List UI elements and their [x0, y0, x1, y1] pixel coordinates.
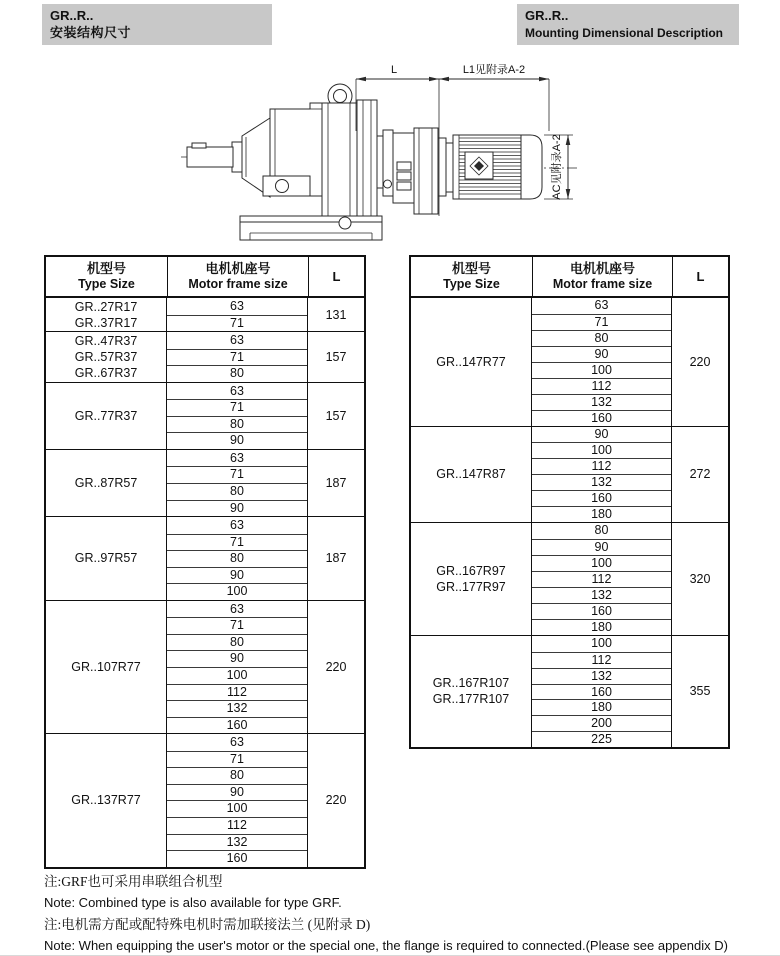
type-size: GR..77R37 — [74, 408, 138, 423]
frame-size-row: 71 — [532, 314, 671, 330]
note-en-1: Note: Combined type is also available for type GRF. — [44, 895, 342, 910]
col-header-l: L — [672, 257, 728, 296]
frame-size-row: 112 — [167, 817, 307, 834]
frame-size-row: 160 — [532, 603, 671, 619]
frame-size-cell — [532, 523, 672, 635]
frame-size-row: 90 — [167, 650, 307, 667]
frame-size-row: 160 — [167, 850, 307, 867]
dimension-table-right — [409, 255, 730, 749]
footnotes — [44, 871, 756, 956]
l-value-cell: 220 — [689, 354, 711, 369]
table-row-group — [46, 516, 364, 600]
type-size: GR..37R17 — [74, 315, 138, 330]
type-size-cell — [46, 332, 167, 382]
note-zh-2: 注:电机需方配或配特殊电机时需加联接法兰 (见附录 D) — [44, 917, 371, 932]
frame-size-row: 100 — [591, 635, 612, 650]
frame-size-row: 100 — [167, 667, 307, 684]
frame-size-row: 180 — [532, 619, 671, 635]
shaft-key — [192, 143, 206, 148]
l-value-cell: 355 — [689, 684, 711, 699]
l-value-cell: 157 — [325, 349, 347, 364]
frame-size-row: 80 — [532, 330, 671, 346]
dim-label-ac: AC见附录A-2 — [551, 134, 563, 200]
type-size: GR..97R57 — [74, 551, 138, 566]
frame-size-cell — [167, 517, 308, 600]
col-header-frame: 电机机座号 Motor frame size — [167, 257, 308, 296]
frame-size-row: 80 — [167, 634, 307, 651]
l-value-cell: 131 — [325, 307, 347, 322]
l-value-cell: 187 — [325, 476, 347, 491]
frame-size-row: 80 — [167, 365, 307, 382]
type-size: GR..27R17 — [74, 299, 138, 314]
type-size-cell — [46, 734, 167, 866]
frame-size-cell — [532, 636, 672, 748]
frame-size-row: 112 — [532, 652, 671, 668]
type-size: GR..167R107 — [432, 676, 510, 691]
note-zh-1: 注:GRF也可采用串联组合机型 — [44, 874, 223, 889]
frame-size-row: 80 — [594, 523, 609, 538]
type-size-cell — [46, 450, 167, 516]
frame-size-row: 90 — [532, 346, 671, 362]
dim-label-l1: L1见附录A-2 — [462, 64, 526, 76]
fan-cover — [521, 135, 542, 199]
frame-size-row: 63 — [230, 333, 244, 348]
frame-size-cell — [167, 298, 308, 331]
type-size: GR..147R87 — [436, 467, 506, 482]
type-size: GR..177R107 — [432, 692, 510, 707]
type-size-cell — [411, 427, 532, 523]
frame-size-row: 63 — [594, 298, 609, 312]
table-row-group — [411, 522, 728, 635]
electric-motor — [453, 135, 542, 199]
frame-size-row: 90 — [167, 432, 307, 449]
frame-size-cell — [532, 427, 672, 523]
type-size-cell — [411, 636, 532, 748]
frame-size-row: 132 — [532, 668, 671, 684]
frame-size-row: 71 — [167, 315, 307, 332]
frame-size-row: 160 — [167, 717, 307, 734]
frame-size-row: 180 — [532, 506, 671, 522]
type-size: GR..107R77 — [71, 660, 141, 675]
frame-size-row: 132 — [167, 700, 307, 717]
type-size: GR..47R37 — [74, 333, 138, 348]
dimension-table-left — [44, 255, 366, 869]
frame-size-cell — [167, 383, 308, 449]
type-size-cell — [46, 601, 167, 733]
gear-reducer-body — [187, 100, 382, 240]
dim-label-l: L — [390, 64, 398, 76]
table-row-group — [411, 635, 728, 748]
table-row-group — [46, 382, 364, 449]
frame-size-row: 132 — [532, 587, 671, 603]
type-size: GR..67R37 — [74, 365, 138, 380]
frame-size-row: 71 — [167, 349, 307, 366]
l-value-cell: 157 — [325, 408, 347, 423]
frame-size-row: 112 — [532, 378, 671, 394]
frame-size-row: 71 — [167, 617, 307, 634]
oil-plug — [276, 180, 289, 193]
frame-size-row: 132 — [532, 394, 671, 410]
model-code-left: GR..R.. — [50, 8, 94, 23]
table-row-group — [46, 733, 364, 866]
frame-size-row: 160 — [532, 410, 671, 426]
table-header — [46, 257, 364, 298]
type-size: GR..137R77 — [71, 793, 141, 808]
frame-size-row: 180 — [532, 699, 671, 715]
table-body — [411, 298, 728, 747]
frame-size-row: 90 — [594, 426, 609, 441]
frame-size-row: 112 — [167, 684, 307, 701]
col-header-frame: 电机机座号 Motor frame size — [532, 257, 672, 296]
frame-size-row: 100 — [532, 442, 671, 458]
main-housing — [322, 103, 357, 216]
l-value-cell: 187 — [325, 551, 347, 566]
frame-size-row: 90 — [167, 784, 307, 801]
frame-size-row: 132 — [167, 834, 307, 851]
frame-size-row: 112 — [532, 458, 671, 474]
title-chinese: 安装结构尺寸 — [50, 25, 132, 40]
frame-size-row: 63 — [230, 601, 244, 616]
rear-plate — [357, 100, 377, 233]
l-value-cell: 220 — [325, 660, 347, 675]
l-value-cell: 272 — [689, 467, 711, 482]
frame-size-row: 71 — [167, 534, 307, 551]
frame-size-row: 80 — [167, 416, 307, 433]
coupling-flange — [414, 128, 438, 214]
frame-size-cell — [532, 298, 672, 426]
frame-size-row: 63 — [230, 450, 244, 465]
frame-size-row: 100 — [532, 362, 671, 378]
frame-size-row: 71 — [167, 751, 307, 768]
type-size-cell — [46, 517, 167, 600]
frame-size-row: 80 — [167, 767, 307, 784]
l-value-cell: 220 — [325, 793, 347, 808]
table-row-group — [46, 331, 364, 382]
type-size-cell — [411, 298, 532, 426]
header-bar-left — [42, 4, 272, 45]
frame-size-row: 225 — [532, 731, 671, 747]
frame-size-row: 100 — [167, 800, 307, 817]
frame-size-row: 112 — [532, 571, 671, 587]
frame-size-cell — [167, 734, 308, 866]
frame-size-row: 63 — [230, 383, 244, 398]
frame-size-row: 80 — [167, 483, 307, 500]
table-header — [411, 257, 728, 298]
frame-size-row: 90 — [532, 539, 671, 555]
frame-size-row: 63 — [230, 735, 244, 750]
type-size-cell — [46, 298, 167, 331]
frame-size-row: 71 — [167, 399, 307, 416]
col-header-l: L — [308, 257, 364, 296]
table-row-group — [46, 449, 364, 516]
type-size-cell — [46, 383, 167, 449]
type-size: GR..57R37 — [74, 349, 138, 364]
model-code-right: GR..R.. — [525, 8, 569, 23]
table-row-group — [46, 298, 364, 331]
frame-size-row: 160 — [532, 684, 671, 700]
frame-size-cell — [167, 450, 308, 516]
frame-size-row: 63 — [230, 518, 244, 533]
type-size: GR..167R97 — [436, 563, 506, 578]
frame-size-row: 200 — [532, 715, 671, 731]
adapter-stage — [377, 128, 453, 214]
table-row-group — [411, 426, 728, 523]
frame-size-row: 160 — [532, 490, 671, 506]
type-size-cell — [411, 523, 532, 635]
mounting-base — [240, 216, 382, 240]
frame-size-row: 100 — [532, 555, 671, 571]
col-header-type: 机型号 Type Size — [78, 261, 135, 291]
type-size: GR..177R97 — [436, 579, 506, 594]
base-hole — [339, 217, 351, 229]
l-value-cell: 320 — [689, 571, 711, 586]
frame-size-cell — [167, 601, 308, 733]
note-en-2: Note: When equipping the user's motor or the special one, the flange is required to connected.(Please see appendix D) — [44, 938, 728, 953]
type-size: GR..87R57 — [74, 476, 138, 491]
table-body — [46, 298, 364, 867]
table-row-group — [411, 298, 728, 426]
title-english: Mounting Dimensional Description — [525, 26, 724, 40]
frame-size-cell — [167, 332, 308, 382]
frame-size-row: 71 — [167, 466, 307, 483]
technical-drawing — [165, 56, 595, 246]
type-size: GR..147R77 — [436, 354, 506, 369]
frame-size-row: 63 — [230, 299, 244, 313]
frame-size-row: 100 — [167, 583, 307, 600]
frame-size-row: 132 — [532, 474, 671, 490]
output-shaft — [187, 147, 233, 167]
frame-size-row: 90 — [167, 500, 307, 517]
table-row-group — [46, 600, 364, 733]
col-header-type: 机型号 Type Size — [443, 261, 500, 291]
frame-size-row: 80 — [167, 550, 307, 567]
header-bar-right — [517, 4, 739, 45]
dimension-ac — [544, 134, 573, 199]
frame-size-row: 90 — [167, 567, 307, 584]
